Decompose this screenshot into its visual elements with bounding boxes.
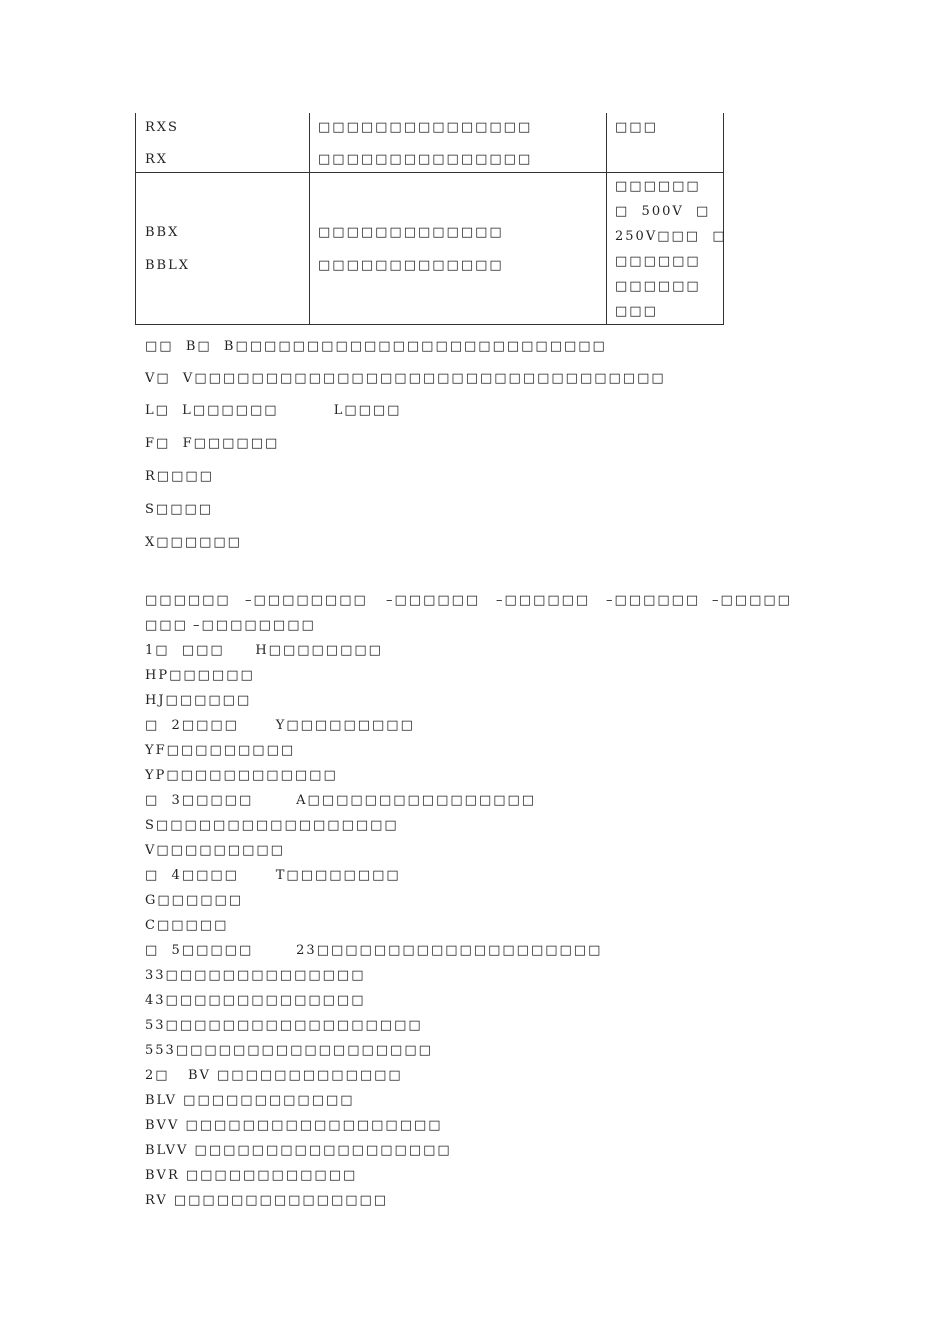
note-line: R□□□□ <box>145 469 214 484</box>
list-line: BVR □□□□□□□□□□□□ <box>145 1168 358 1183</box>
list-line: HJ□□□□□□ <box>145 693 252 708</box>
table-line <box>135 324 724 325</box>
cable-note: □□□ <box>615 304 658 319</box>
list-line: YP□□□□□□□□□□□□ <box>145 768 338 783</box>
list-line: 1□ □□□ H□□□□□□□□ <box>145 643 383 658</box>
model-header-part: –□□□□□□ <box>606 593 701 608</box>
cable-note: 250V□□□ □ <box>615 229 727 244</box>
cable-note: □□□ <box>615 120 658 135</box>
list-line: BVV □□□□□□□□□□□□□□□□□□ <box>145 1118 443 1133</box>
list-line: 53□□□□□□□□□□□□□□□□□□ <box>145 1018 423 1033</box>
table-line <box>606 113 607 325</box>
model-header-part: □□□□□□ <box>145 593 231 608</box>
list-line: □ 3□□□□□ A□□□□□□□□□□□□□□□□ <box>145 793 537 808</box>
table-line <box>135 113 136 325</box>
model-header-part: –□□□□□□ <box>496 593 591 608</box>
model-header-part: –□□□□□□□□ <box>193 618 316 633</box>
model-header-part: –□□□□□□ <box>386 593 481 608</box>
list-line: 2□ BV □□□□□□□□□□□□□ <box>145 1068 403 1083</box>
cable-code: RXS <box>145 120 179 135</box>
table-line <box>309 113 310 325</box>
model-header-part: –□□□□□□□□ <box>245 593 368 608</box>
list-line: HP□□□□□□ <box>145 668 255 683</box>
list-line: □ 4□□□□ T□□□□□□□□ <box>145 868 401 883</box>
note-line: S□□□□ <box>145 502 214 517</box>
cable-note: □□□□□□ <box>615 279 701 294</box>
list-line: YF□□□□□□□□□ <box>145 743 296 758</box>
cable-desc: □□□□□□□□□□□□□□□ <box>318 152 533 167</box>
cable-note: □ 500V □ <box>615 204 711 219</box>
model-header-part: □□□ <box>145 618 188 633</box>
cable-desc: □□□□□□□□□□□□□ <box>318 258 504 273</box>
list-line: S□□□□□□□□□□□□□□□□□ <box>145 818 399 833</box>
list-line: BLV □□□□□□□□□□□□ <box>145 1093 355 1108</box>
table-line <box>135 172 724 173</box>
list-line: 553□□□□□□□□□□□□□□□□□□ <box>145 1043 433 1058</box>
cable-desc: □□□□□□□□□□□□□□□ <box>318 120 533 135</box>
cable-code: BBX <box>145 225 180 240</box>
table-line <box>723 113 724 325</box>
cable-note: □□□□□□ <box>615 179 701 194</box>
list-line: BLVV □□□□□□□□□□□□□□□□□□ <box>145 1143 452 1158</box>
cable-desc: □□□□□□□□□□□□□ <box>318 225 504 240</box>
list-line: V□□□□□□□□□ <box>145 843 285 858</box>
list-line: □ 2□□□□ Y□□□□□□□□□ <box>145 718 415 733</box>
note-line: L□ L□□□□□□ L□□□□ <box>145 403 402 418</box>
note-line: □□ B□ B□□□□□□□□□□□□□□□□□□□□□□□□□□ <box>145 339 607 354</box>
cable-note: □□□□□□ <box>615 254 701 269</box>
cable-code: RX <box>145 152 169 167</box>
list-line: □ 5□□□□□ 23□□□□□□□□□□□□□□□□□□□□ <box>145 943 603 958</box>
cable-code: BBLX <box>145 258 190 273</box>
list-line: RV □□□□□□□□□□□□□□□ <box>145 1193 389 1208</box>
note-line: F□ F□□□□□□ <box>145 436 280 451</box>
list-line: G□□□□□□ <box>145 893 244 908</box>
list-line: 33□□□□□□□□□□□□□□ <box>145 968 366 983</box>
list-line: C□□□□□ <box>145 918 229 933</box>
note-line: V□ V□□□□□□□□□□□□□□□□□□□□□□□□□□□□□□□□□ <box>145 371 666 386</box>
model-header-part: –□□□□□ <box>712 593 792 608</box>
list-line: 43□□□□□□□□□□□□□□ <box>145 993 366 1008</box>
note-line: X□□□□□□ <box>145 535 242 550</box>
